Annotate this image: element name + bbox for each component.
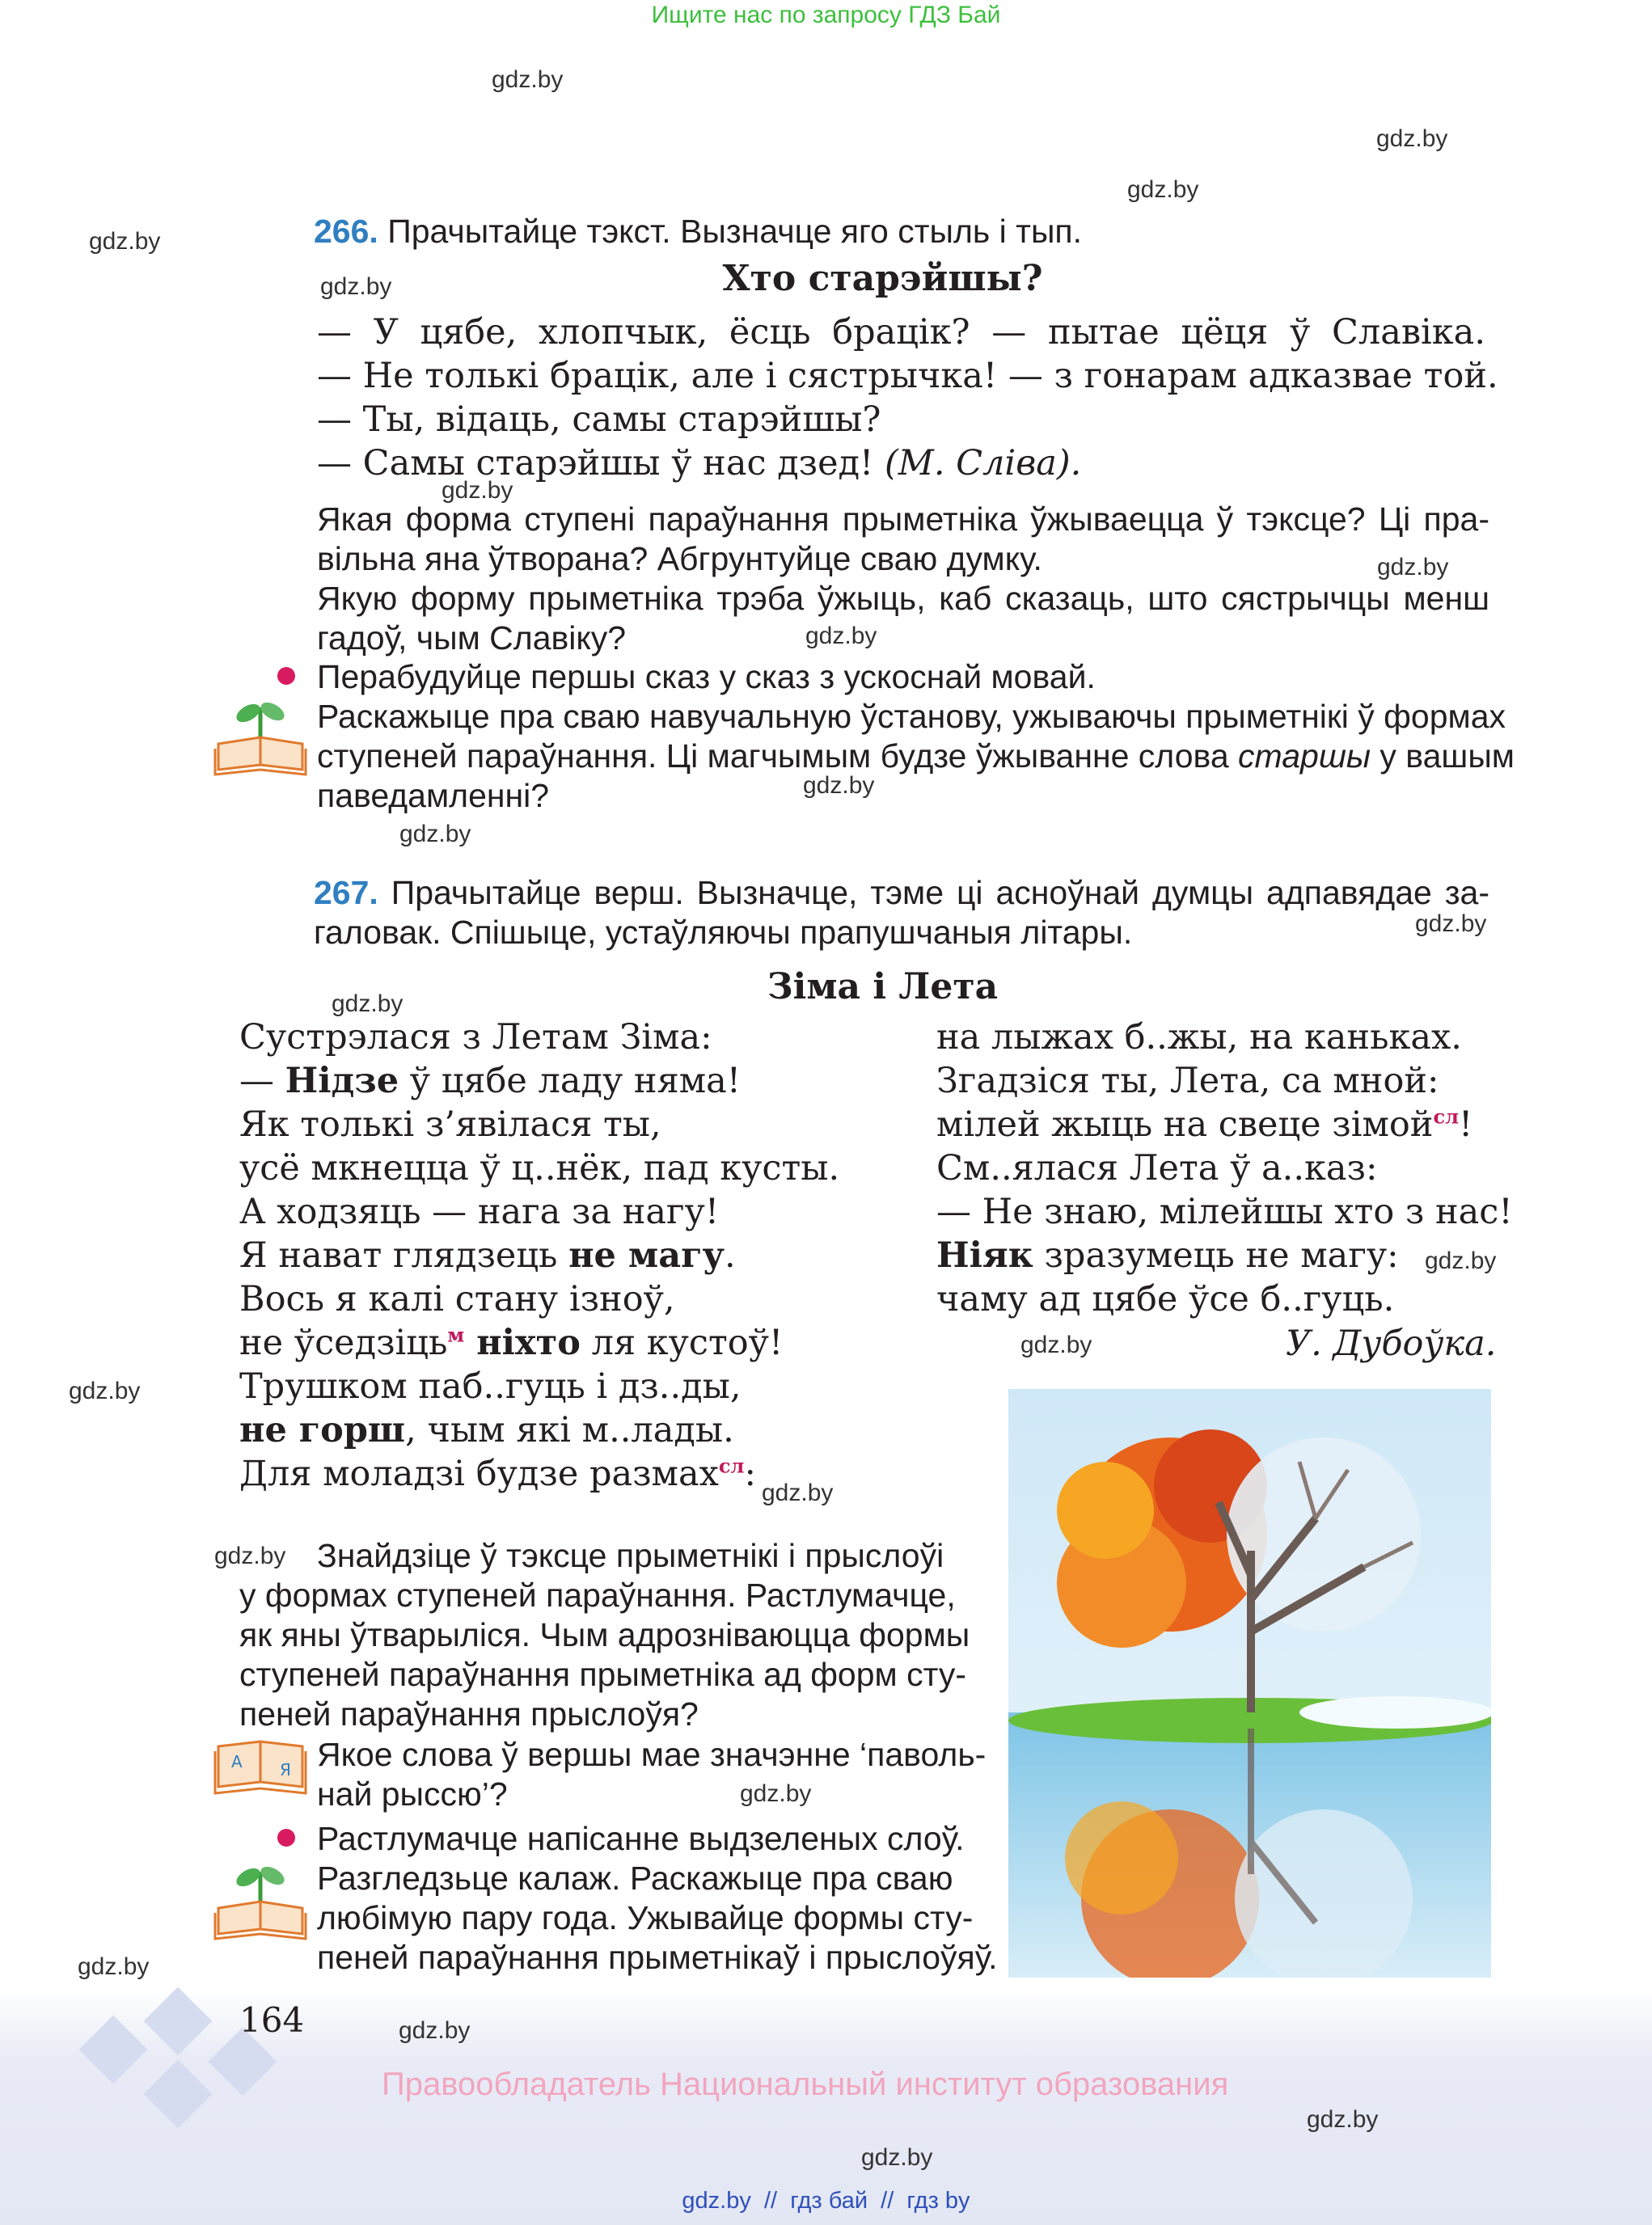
watermark: gdz.by <box>332 990 403 1017</box>
watermark: gdz.by <box>1020 1332 1092 1358</box>
author: (М. Сліва). <box>885 443 1082 483</box>
watermark: gdz.by <box>1377 554 1449 581</box>
question-4 <box>317 697 1515 816</box>
poem-line: чаму ад цябе ўсе б..гуць. <box>936 1279 1395 1319</box>
watermark: gdz.by <box>320 273 392 300</box>
footnote-mark: сл <box>718 1454 745 1478</box>
poem-line: мілей жыць на свеце зімой$^{сл}$! <box>936 1104 1473 1145</box>
question-line: Якая форма ступені параўнання прыметніка ўжываецца ў тэксце? Ці пра- <box>317 500 1489 538</box>
poem-line: Сустрэлася з Летам Зіма: <box>239 1017 712 1058</box>
text-title: Хто старэйшы? <box>722 258 1043 299</box>
footnote-mark: сл <box>1433 1104 1460 1129</box>
question-line: вільна яна ўтворана? Абгрунтуйце сваю думку. <box>317 540 1042 577</box>
watermark: gdz.by <box>1127 176 1199 203</box>
dictionary-book-icon <box>212 1738 309 1796</box>
question-3: Растлумачце напісанне выдзеленых слоў. <box>317 1820 965 1857</box>
watermark: gdz.by <box>803 772 875 799</box>
task-line: 267. Прачытайце верш. Вызначце, тэме ці асноўнай думцы адпавядае за- <box>314 874 1489 911</box>
poem-line: усё мкнецца ў ц..нёк, пад кусты. <box>239 1148 840 1188</box>
question-line: паведамленні? <box>317 777 550 814</box>
watermark: gdz.by <box>1425 1248 1497 1274</box>
watermark: gdz.by <box>492 66 564 93</box>
task-text: Прачытайце тэкст. Вызначце яго стыль і тып. <box>387 213 1083 250</box>
question-line: Знайдзіце ў тэксце прыметнікі і прыслоўі <box>317 1537 944 1574</box>
task-line: галовак. Спішыце, устаўляючы прапушчаныя літары. <box>314 914 1133 951</box>
poem-line: — Не знаю, мілейшы хто з нас! <box>936 1192 1513 1232</box>
watermark: gdz.by <box>78 1953 150 1980</box>
footer-links[interactable]: gdz.by // гдз бай // гдз by <box>682 2188 970 2214</box>
poem-line: А ходзяць — нага за нагу! <box>239 1192 720 1232</box>
watermark: gdz.by <box>1307 2106 1379 2133</box>
question-line: най рыссю’? <box>317 1775 508 1813</box>
poem-line: не горш, чым які м..лады. <box>239 1410 734 1450</box>
question-line: пеней параўнання прыслоўя? <box>239 1695 699 1733</box>
poem-right-column <box>936 1015 1513 1321</box>
highlighted-word: старшы <box>1238 737 1371 775</box>
question-line: у формах ступеней параўнання. Растлумачце, <box>239 1577 956 1614</box>
dialogue-line <box>317 441 1485 485</box>
question-2 <box>317 1735 986 1814</box>
dialogue-line: — Самы старэйшы ў нас дзед! <box>317 443 874 483</box>
question-line: Якое слова ў вершы мае значэнне ‘паволь- <box>317 1736 987 1773</box>
question-line: Якую форму прыметніка трэба ўжыць, каб сказаць, што сястрычцы менш <box>317 580 1489 617</box>
watermark: gdz.by <box>1376 125 1448 152</box>
poem-line: Згадзіся ты, Лета, са мной: <box>936 1061 1439 1101</box>
exercise-number: 267. <box>314 874 378 911</box>
question-3: Перабудуйце першы сказ у сказ з ускоснай мовай. <box>317 658 1096 695</box>
question-line: Раскажыце пра сваю навучальную ўстанову, ужываючы прыметнікі ў формах <box>317 698 1506 735</box>
sprout-book-icon <box>212 1860 309 1940</box>
dialogue-line: — Не толькі брацік, але і сястрычка! — з гонарам адказвае той. <box>317 356 1498 396</box>
watermark: gdz.by <box>805 623 877 649</box>
question-line: Разгледзьце калаж. Раскажыце пра сваю <box>317 1860 953 1897</box>
watermark: gdz.by <box>89 228 161 255</box>
bullet-icon <box>277 667 295 685</box>
poem-line: Вось я калі стану ізноў, <box>239 1279 675 1319</box>
exercise-267-task <box>314 873 1489 952</box>
poem-left-column <box>239 1015 839 1496</box>
question-1 <box>317 500 1489 579</box>
poem-line: — Нідзе ў цябе ладу няма! <box>239 1061 741 1101</box>
watermark: gdz.by <box>399 821 471 847</box>
question-line: гадоў, чым Славіку? <box>317 619 627 657</box>
question-1-cont <box>239 1576 970 1734</box>
bullet-icon <box>277 1829 295 1847</box>
question-line: як яны ўтварыліся. Чым адрозніваюцца формы <box>239 1616 970 1653</box>
watermark: gdz.by <box>69 1378 141 1404</box>
question-line: ступеней параўнання прыметніка ад форм сту- <box>239 1656 966 1693</box>
poem-author: У. Дубоўка. <box>1286 1324 1497 1364</box>
top-banner[interactable]: Ищите нас по запросу ГДЗ Бай <box>651 2 1001 28</box>
watermark: gdz.by <box>740 1780 812 1807</box>
poem-line: на лыжах б..жы, на каньках. <box>936 1017 1462 1058</box>
poem-line: Для моладзі будзе размах$^{сл}$: <box>239 1454 756 1494</box>
question-2 <box>317 579 1489 658</box>
poem-line: не ўседзіць$^м$ ніхто ля кустоў! <box>239 1323 784 1363</box>
watermark: gdz.by <box>442 477 513 504</box>
exercise-266-task <box>314 212 1082 251</box>
page-number: 164 <box>239 2000 305 2040</box>
question-line: ступеней параўнання. Ці магчымым будзе ўжыванне слова старшы у вашым <box>317 737 1515 775</box>
exercise-number: 266. <box>314 213 378 250</box>
dialogue-line: — У цябе, хлопчык, ёсць брацік? — пытае цёця ў Славіка. <box>317 312 1485 353</box>
copyright-notice: Правообладатель Национальный институт образования <box>382 2067 1229 2102</box>
seasons-collage-image <box>1008 1389 1491 1978</box>
watermark: gdz.by <box>214 1543 286 1569</box>
watermark: gdz.by <box>399 2017 471 2044</box>
poem-line: Трушком паб..гуць і дз..ды, <box>239 1366 741 1407</box>
footnote-mark: м <box>447 1323 465 1347</box>
poem-line: Як толькі з’явілася ты, <box>239 1104 661 1145</box>
poem-line: См..ялася Лета ў а..каз: <box>936 1148 1378 1188</box>
svg-text:А: А <box>231 1752 243 1771</box>
dialogue-line: — Ты, відаць, самы старэйшы? <box>317 399 881 440</box>
question-1 <box>317 1536 944 1576</box>
poem-line: Я нават глядзець не магу. <box>239 1235 736 1276</box>
poem-line: Ніяк зразумець не магу: <box>936 1235 1399 1276</box>
poem-title: Зіма і Лета <box>767 966 999 1007</box>
watermark: gdz.by <box>1415 910 1487 937</box>
question-line: любімую пару года. Ужывайце формы сту- <box>317 1899 974 1936</box>
sprout-book-icon <box>212 695 309 776</box>
question-4 <box>317 1859 997 1978</box>
question-line: пеней параўнання прыметнікаў і прыслоўяў. <box>317 1939 998 1976</box>
watermark: gdz.by <box>762 1480 834 1506</box>
watermark: gdz.by <box>861 2144 933 2171</box>
svg-text:Я: Я <box>280 1760 291 1780</box>
dialogue <box>317 310 1498 485</box>
